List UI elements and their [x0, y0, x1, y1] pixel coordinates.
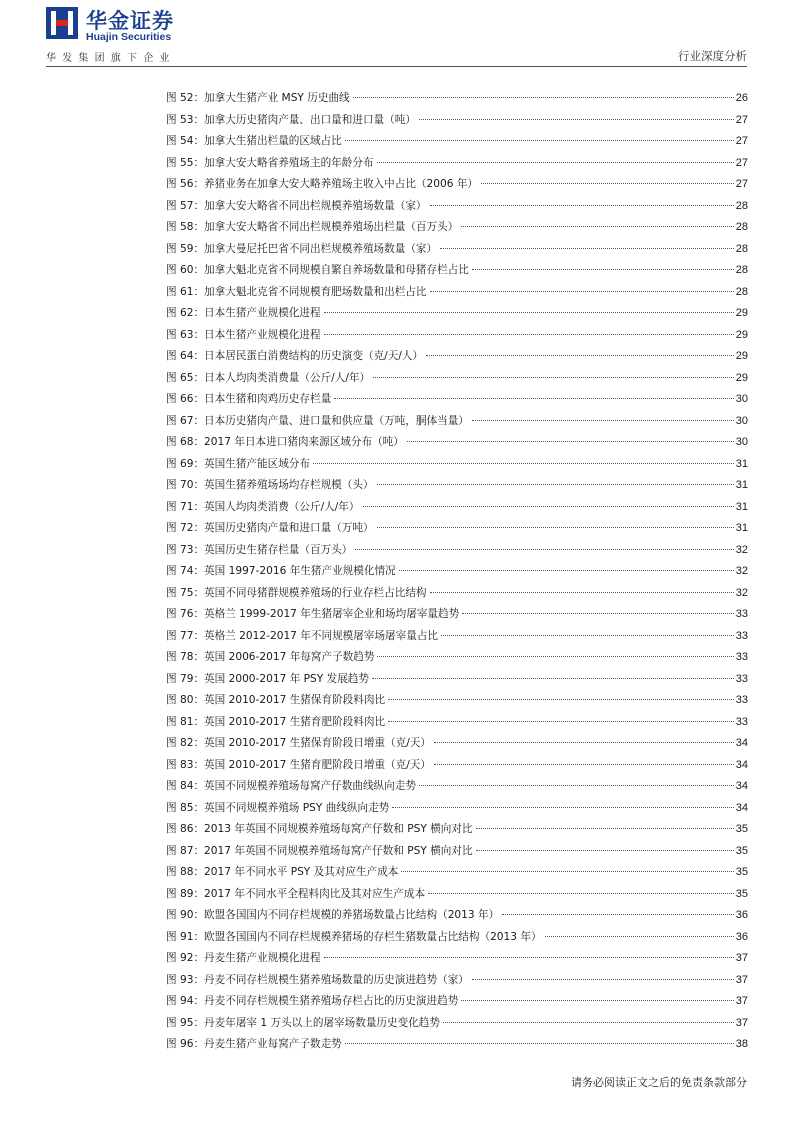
toc-entry-page: 27: [735, 178, 748, 190]
toc-entry-page: 35: [735, 844, 748, 857]
toc-dot-leader: [324, 334, 734, 335]
toc-entry-page: 32: [735, 565, 748, 577]
toc-dot-leader: [407, 441, 734, 442]
toc-dot-leader: [388, 721, 734, 722]
toc-entry-page: 31: [735, 500, 748, 513]
toc-entry-label: 图 85：英国不同规模养殖场 PSY 曲线纵向走势: [166, 801, 390, 814]
toc-entry[interactable]: [166, 131, 748, 153]
toc-dot-leader: [355, 549, 733, 550]
toc-entry-page: 33: [735, 608, 748, 620]
toc-entry-label: 图 73：英国历史生猪存栏量（百万头）: [166, 543, 353, 556]
toc-entry-page: 29: [735, 328, 748, 341]
toc-entry-label: 图 75：英国不同母猪群规模养殖场的行业存栏占比结构: [166, 586, 427, 599]
toc-entry[interactable]: [166, 604, 748, 626]
toc-entry-page: 29: [735, 371, 748, 384]
toc-entry[interactable]: [166, 411, 748, 433]
toc-entry-page: 37: [735, 973, 748, 986]
toc-entry-label: 图 62：日本生猪产业规模化进程: [166, 307, 321, 319]
toc-dot-leader: [377, 656, 733, 657]
toc-dot-leader: [476, 850, 734, 851]
toc-entry-page: 35: [735, 823, 748, 835]
toc-entry-label: 图 82：英国 2010-2017 生猪保育阶段日增重（克/天）: [166, 737, 431, 749]
toc-entry-page: 28: [735, 221, 748, 233]
toc-entry-label: 图 90：欧盟各国国内不同存栏规模的养猪场数量占比结构（2013 年）: [166, 909, 500, 921]
toc-entry[interactable]: [166, 303, 748, 325]
toc-entry-label: 图 53：加拿大历史猪肉产量、出口量和进口量（吨）: [166, 113, 416, 126]
footer-disclaimer: 请务必阅读正文之后的免责条款部分: [571, 1076, 747, 1089]
toc-entry-page: 33: [735, 629, 748, 642]
company-name-cn: 华金证券: [86, 9, 174, 33]
toc-entry-label: 图 63：日本生猪产业规模化进程: [166, 328, 321, 341]
toc-entry[interactable]: [166, 518, 748, 540]
toc-dot-leader: [440, 248, 734, 249]
toc-entry[interactable]: [166, 927, 748, 949]
toc-entry[interactable]: [166, 282, 748, 304]
toc-entry[interactable]: [166, 561, 748, 583]
toc-entry[interactable]: [166, 798, 748, 820]
toc-dot-leader: [434, 764, 734, 765]
toc-entry-label: 图 88：2017 年不同水平 PSY 及其对应生产成本: [166, 866, 399, 878]
toc-entry-page: 30: [735, 393, 748, 405]
toc-entry-label: 图 68：2017 年日本进口猪肉来源区域分布（吨）: [166, 436, 404, 448]
toc-entry[interactable]: [166, 497, 748, 519]
toc-entry-label: 图 91：欧盟各国国内不同存栏规模养猪场的存栏生猪数量占比结构（2013 年）: [166, 930, 542, 943]
toc-entry-page: 28: [735, 285, 748, 298]
toc-entry-page: 29: [735, 307, 748, 319]
toc-entry[interactable]: [166, 540, 748, 562]
toc-entry-page: 31: [735, 479, 748, 491]
toc-entry[interactable]: [166, 1034, 748, 1056]
toc-dot-leader: [372, 678, 734, 679]
toc-entry-page: 28: [735, 199, 748, 212]
toc-entry-page: 30: [735, 436, 748, 448]
toc-entry[interactable]: [166, 389, 748, 411]
toc-entry-label: 图 83：英国 2010-2017 生猪育肥阶段日增重（克/天）: [166, 758, 431, 771]
toc-entry-label: 图 54：加拿大生猪出栏量的区域占比: [166, 135, 342, 147]
toc-dot-leader: [419, 785, 734, 786]
toc-entry-page: 30: [735, 414, 748, 427]
toc-entry[interactable]: [166, 841, 748, 863]
toc-entry-label: 图 60：加拿大魁北克省不同规模自繁自养场数量和母猪存栏占比: [166, 264, 469, 276]
toc-dot-leader: [472, 420, 734, 421]
toc-entry-page: 28: [735, 242, 748, 255]
toc-dot-leader: [545, 936, 734, 937]
toc-entry-page: 27: [735, 135, 748, 147]
toc-entry[interactable]: [166, 669, 748, 691]
toc-entry-label: 图 77：英格兰 2012-2017 年不同规模屠宰场屠宰量占比: [166, 629, 439, 642]
toc-dot-leader: [502, 914, 734, 915]
toc-dot-leader: [353, 97, 734, 98]
toc-dot-leader: [461, 1000, 733, 1001]
toc-entry[interactable]: [166, 454, 748, 476]
toc-entry-label: 图 57：加拿大安大略省不同出栏规模养殖场数量（家）: [166, 199, 427, 212]
toc-entry[interactable]: [166, 862, 748, 884]
toc-dot-leader: [313, 463, 734, 464]
toc-entry-label: 图 96：丹麦生猪产业每窝产子数走势: [166, 1038, 342, 1050]
toc-entry-label: 图 74：英国 1997-2016 年生猪产业规模化情况: [166, 565, 396, 577]
toc-entry-label: 图 79：英国 2000-2017 年 PSY 发展趋势: [166, 672, 369, 685]
toc-entry-label: 图 59：加拿大曼尼托巴省不同出栏规模养殖场数量（家）: [166, 242, 438, 255]
toc-entry-label: 图 78：英国 2006-2017 年每窝产子数趋势: [166, 651, 375, 663]
toc-entry-label: 图 64：日本居民蛋白消费结构的历史演变（克/天/人）: [166, 350, 424, 362]
toc-entry-label: 图 58：加拿大安大略省不同出栏规模养殖场出栏量（百万头）: [166, 221, 459, 233]
toc-dot-leader: [419, 119, 734, 120]
toc-entry-label: 图 94：丹麦不同存栏规模生猪养殖场存栏占比的历史演进趋势: [166, 995, 459, 1007]
toc-entry-page: 33: [735, 651, 748, 663]
toc-entry-page: 28: [735, 264, 748, 276]
toc-entry-page: 38: [735, 1038, 748, 1050]
toc-dot-leader: [430, 592, 734, 593]
toc-entry-page: 36: [735, 909, 748, 921]
toc-dot-leader: [392, 807, 733, 808]
toc-dot-leader: [434, 742, 734, 743]
toc-entry[interactable]: [166, 712, 748, 734]
toc-dot-leader: [472, 269, 734, 270]
toc-dot-leader: [401, 871, 733, 872]
toc-entry-label: 图 89：2017 年不同水平全程料肉比及其对应生产成本: [166, 887, 426, 900]
toc-entry-label: 图 86：2013 年英国不同规模养殖场每窝产仔数和 PSY 横向对比: [166, 823, 473, 835]
toc-entry[interactable]: [166, 325, 748, 347]
toc-entry-label: 图 55：加拿大安大略省养殖场主的年龄分布: [166, 156, 374, 169]
toc-entry-label: 图 52：加拿大生猪产业 MSY 历史曲线: [166, 92, 350, 104]
toc-entry[interactable]: [166, 647, 748, 669]
toc-entry-page: 27: [735, 156, 748, 169]
toc-dot-leader: [461, 226, 733, 227]
toc-entry[interactable]: [166, 819, 748, 841]
toc-dot-leader: [377, 162, 734, 163]
toc-entry-label: 图 80：英国 2010-2017 生猪保育阶段料肉比: [166, 694, 386, 706]
toc-dot-leader: [345, 1043, 734, 1044]
toc-dot-leader: [441, 635, 734, 636]
huajin-logo-icon: [46, 7, 78, 39]
company-tagline: 华发集团旗下企业: [46, 53, 176, 64]
toc-entry-page: 37: [735, 995, 748, 1007]
toc-entry[interactable]: [166, 948, 748, 970]
toc-dot-leader: [373, 377, 734, 378]
page-header: [0, 0, 793, 70]
toc-entry-page: 35: [735, 866, 748, 878]
toc-dot-leader: [399, 570, 734, 571]
toc-entry-label: 图 56：养猪业务在加拿大安大略养殖场主收入中占比（2006 年）: [166, 178, 479, 190]
toc-dot-leader: [324, 957, 734, 958]
toc-entry[interactable]: [166, 196, 748, 218]
toc-entry[interactable]: [166, 1013, 748, 1035]
toc-entry[interactable]: [166, 346, 748, 368]
toc-entry[interactable]: [166, 626, 748, 648]
figure-index-list: [166, 88, 748, 1056]
toc-dot-leader: [363, 506, 734, 507]
toc-entry-label: 图 87：2017 年英国不同规模养殖场每窝产仔数和 PSY 横向对比: [166, 844, 473, 857]
toc-entry-label: 图 71：英国人均肉类消费（公斤/人/年）: [166, 500, 360, 513]
toc-entry-page: 36: [735, 930, 748, 943]
toc-entry-label: 图 81：英国 2010-2017 生猪育肥阶段料肉比: [166, 715, 386, 728]
toc-dot-leader: [426, 355, 734, 356]
toc-entry-page: 31: [735, 457, 748, 470]
toc-entry[interactable]: [166, 690, 748, 712]
toc-entry-page: 31: [735, 522, 748, 534]
toc-entry[interactable]: [166, 260, 748, 282]
toc-entry-page: 35: [735, 887, 748, 900]
toc-dot-leader: [443, 1022, 734, 1023]
toc-dot-leader: [428, 893, 734, 894]
toc-entry-label: 图 84：英国不同规模养殖场每窝产仔数曲线纵向走势: [166, 780, 416, 792]
toc-entry-page: 29: [735, 350, 748, 362]
toc-entry-page: 34: [735, 780, 748, 792]
toc-entry-page: 37: [735, 952, 748, 964]
toc-entry-label: 图 95：丹麦年屠宰 1 万头以上的屠宰场数量历史变化趋势: [166, 1016, 440, 1029]
toc-entry[interactable]: [166, 174, 748, 196]
toc-dot-leader: [377, 484, 734, 485]
toc-entry[interactable]: [166, 217, 748, 239]
toc-dot-leader: [345, 140, 734, 141]
toc-dot-leader: [430, 205, 734, 206]
toc-entry[interactable]: [166, 110, 748, 132]
company-name-en: Huajin Securities: [86, 31, 172, 43]
toc-entry[interactable]: [166, 776, 748, 798]
toc-entry-label: 图 66：日本生猪和肉鸡历史存栏量: [166, 393, 332, 405]
toc-entry-label: 图 70：英国生猪养殖场场均存栏规模（头）: [166, 479, 374, 491]
toc-entry-page: 26: [735, 92, 748, 104]
report-section: 行业深度分析: [678, 49, 747, 63]
toc-dot-leader: [388, 699, 734, 700]
toc-entry-page: 34: [735, 758, 748, 771]
toc-entry[interactable]: [166, 583, 748, 605]
toc-entry-page: 33: [735, 672, 748, 685]
toc-entry-label: 图 69：英国生猪产能区域分布: [166, 457, 310, 470]
toc-dot-leader: [481, 183, 734, 184]
toc-entry-label: 图 67：日本历史猪肉产量、进口量和供应量（万吨，胴体当量）: [166, 414, 469, 427]
toc-entry-page: 32: [735, 586, 748, 599]
toc-entry[interactable]: [166, 733, 748, 755]
toc-entry[interactable]: [166, 905, 748, 927]
toc-entry-label: 图 92：丹麦生猪产业规模化进程: [166, 952, 321, 964]
toc-entry[interactable]: [166, 884, 748, 906]
toc-dot-leader: [472, 979, 734, 980]
toc-entry[interactable]: [166, 475, 748, 497]
toc-entry[interactable]: [166, 239, 748, 261]
toc-dot-leader: [334, 398, 734, 399]
toc-dot-leader: [324, 312, 734, 313]
toc-entry-page: 32: [735, 543, 748, 556]
toc-dot-leader: [462, 613, 734, 614]
toc-dot-leader: [476, 828, 734, 829]
toc-entry-page: 34: [735, 737, 748, 749]
toc-entry-label: 图 72：英国历史猪肉产量和进口量（万吨）: [166, 522, 374, 534]
toc-entry-page: 33: [735, 715, 748, 728]
toc-entry-label: 图 61：加拿大魁北克省不同规模育肥场数量和出栏占比: [166, 285, 427, 298]
toc-dot-leader: [430, 291, 734, 292]
toc-entry-page: 34: [735, 801, 748, 814]
toc-entry[interactable]: [166, 755, 748, 777]
toc-entry-page: 27: [735, 113, 748, 126]
toc-entry-label: 图 65：日本人均肉类消费量（公斤/人/年）: [166, 371, 371, 384]
toc-entry-label: 图 93：丹麦不同存栏规模生猪养殖场数量的历史演进趋势（家）: [166, 973, 469, 986]
header-divider: [46, 66, 747, 67]
toc-entry-label: 图 76：英格兰 1999-2017 年生猪屠宰企业和场均屠宰量趋势: [166, 608, 460, 620]
toc-entry[interactable]: [166, 368, 748, 390]
toc-dot-leader: [377, 527, 734, 528]
toc-entry[interactable]: [166, 88, 748, 110]
toc-entry[interactable]: [166, 153, 748, 175]
toc-entry[interactable]: [166, 432, 748, 454]
toc-entry-page: 37: [735, 1016, 748, 1029]
toc-entry[interactable]: [166, 991, 748, 1013]
toc-entry[interactable]: [166, 970, 748, 992]
toc-entry-page: 33: [735, 694, 748, 706]
